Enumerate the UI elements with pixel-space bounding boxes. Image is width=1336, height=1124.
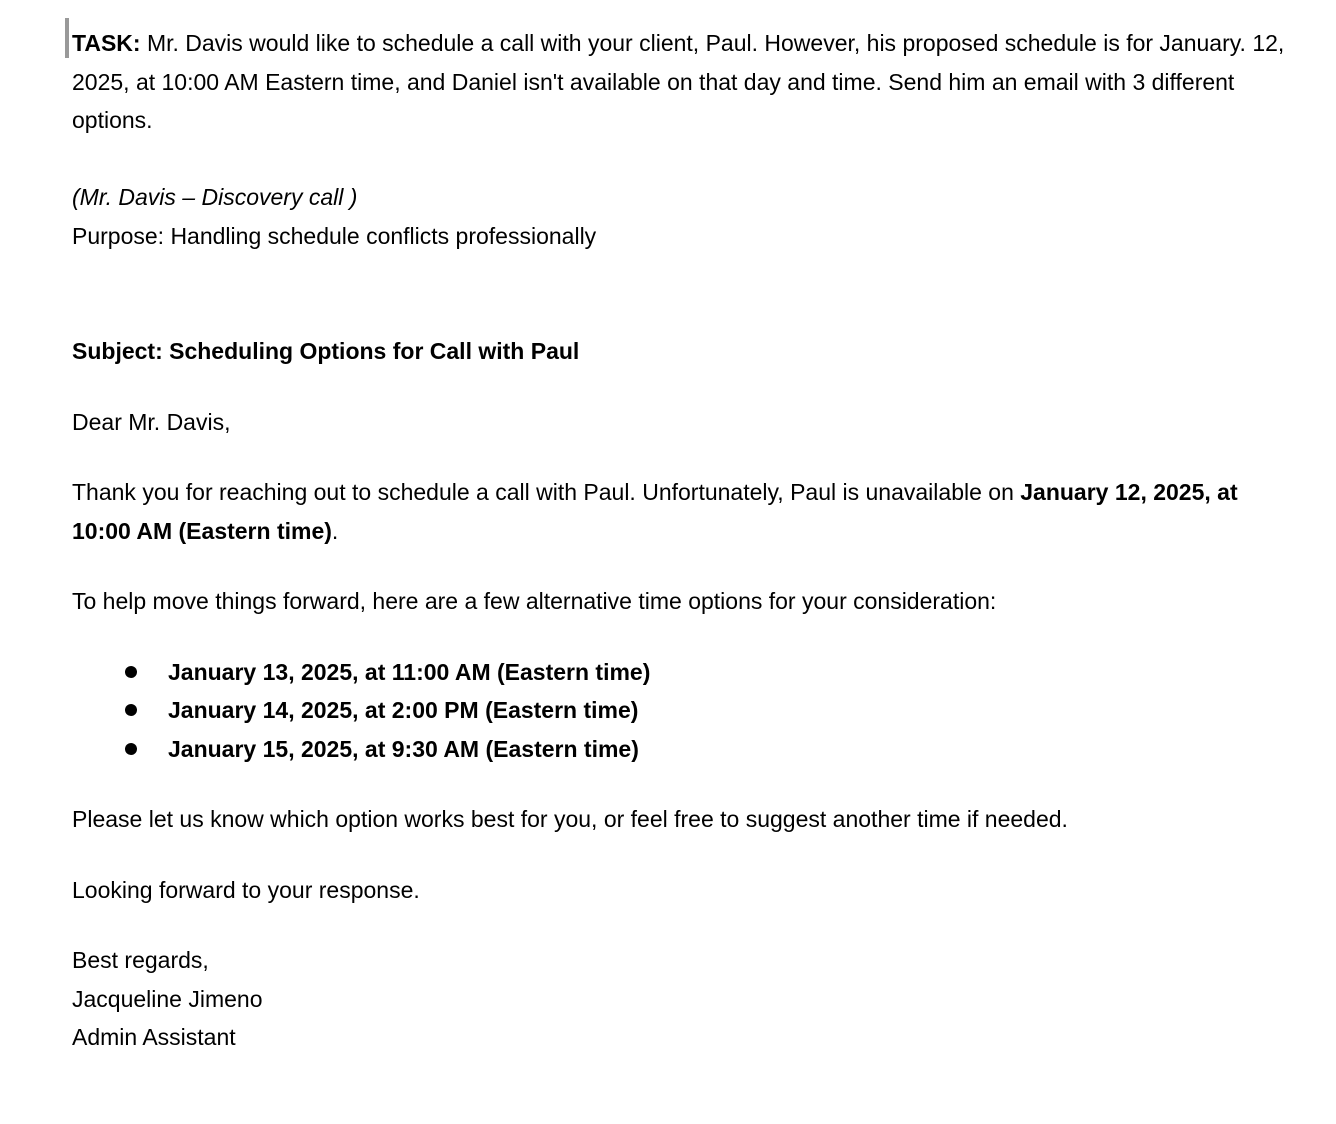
text-cursor — [65, 18, 69, 58]
email-paragraph-closing[interactable]: Looking forward to your response. — [72, 876, 420, 903]
meeting-context-line[interactable]: (Mr. Davis – Discovery call ) — [72, 184, 358, 210]
signature-name[interactable]: Jacqueline Jimeno — [72, 985, 263, 1012]
unavailable-datetime: January 12, 2025, at 10:00 AM (Eastern time) — [72, 479, 1238, 544]
email-paragraph-followup[interactable]: Please let us know which option works best for you, or feel free to suggest another time if needed. — [72, 806, 1068, 832]
task-text: Mr. Davis would like to schedule a call with your client, Paul. However, his proposed schedule is for January. 12, 2025, at 10:00 AM Eastern time, and Daniel isn't available on that day and time. Send him an email with 3 different options. — [72, 30, 1285, 133]
email-paragraph-availability[interactable] — [72, 473, 1302, 550]
bullet-icon — [125, 666, 137, 678]
email-greeting[interactable]: Dear Mr. Davis, — [72, 408, 231, 435]
signature-title[interactable]: Admin Assistant — [72, 1024, 236, 1050]
task-label: TASK: — [72, 30, 141, 56]
schedule-option-item[interactable] — [72, 653, 1302, 692]
option-text: January 15, 2025, at 9:30 AM (Eastern time) — [168, 735, 639, 762]
purpose-line[interactable]: Purpose: Handling schedule conflicts professionally — [72, 222, 597, 249]
schedule-option-item[interactable] — [72, 691, 1302, 730]
bullet-icon — [125, 743, 137, 755]
task-paragraph[interactable] — [72, 24, 1302, 140]
option-text: January 13, 2025, at 11:00 AM (Eastern time) — [168, 658, 651, 685]
option-text: January 14, 2025, at 2:00 PM (Eastern time) — [168, 697, 639, 723]
schedule-option-item[interactable] — [72, 730, 1302, 769]
sentence-period: . — [331, 517, 339, 544]
schedule-options-list — [72, 653, 1302, 769]
availability-text: Thank you for reaching out to schedule a call with Paul. Unfortunately, Paul is unavailable on — [72, 479, 1021, 505]
document-page[interactable] — [72, 24, 1302, 1057]
email-subject-line[interactable]: Subject: Scheduling Options for Call with Paul — [72, 338, 580, 364]
bullet-icon — [125, 704, 137, 716]
email-paragraph-alternatives-intro[interactable]: To help move things forward, here are a few alternative time options for your consideration: — [72, 588, 997, 614]
signoff-line[interactable]: Best regards, — [72, 947, 209, 973]
